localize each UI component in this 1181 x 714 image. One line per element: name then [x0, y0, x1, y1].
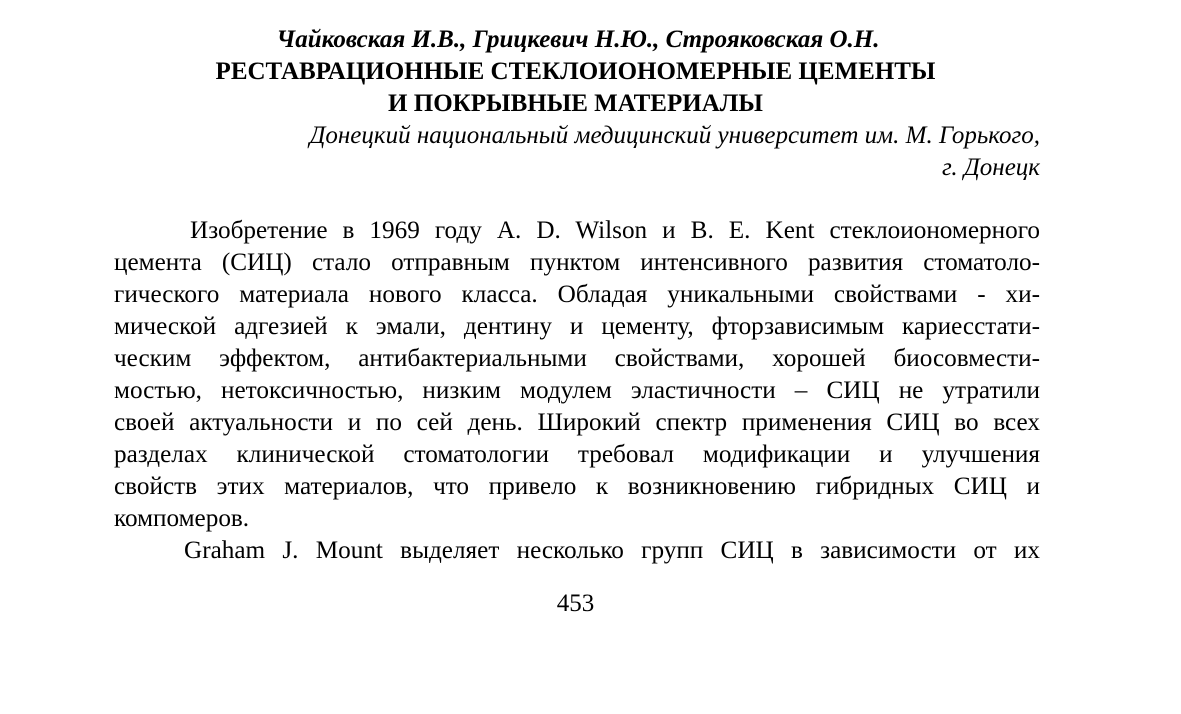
page-number: 453 [556, 590, 595, 617]
text-line: разделах клинической стоматологии требовал модификации и улучшения [114, 441, 1040, 468]
text-line: мостью, нетоксичностью, низким модулем эластичности – СИЦ не утратили [114, 377, 1040, 404]
article-title-line-2: И ПОКРЫВНЫЕ МАТЕРИАЛЫ [388, 90, 763, 117]
text-line: своей актуальности и по сей день. Широкий спектр применения СИЦ во всех [114, 409, 1040, 436]
text-line: цемента (СИЦ) стало отправным пунктом интенсивного развития стоматоло- [114, 249, 1040, 276]
text-line: компомеров. [114, 505, 250, 532]
text-line: Graham J. Mount выделяет несколько групп СИЦ в зависимости от их [184, 537, 1040, 564]
authors-line: Чайковская И.В., Грицкевич Н.Ю., Строяковская О.Н. [276, 26, 880, 53]
text-line: Изобретение в 1969 году A. D. Wilson и B. E. Kent стеклоиономерного [190, 217, 1040, 244]
affiliation-line-1: Донецкий национальный медицинский университет им. М. Горького, [309, 122, 1040, 149]
article-body [114, 215, 1040, 567]
paragraph-1 [114, 215, 1040, 535]
affiliation-line-2: г. Донецк [941, 154, 1040, 181]
text-line: ческим эффектом, антибактериальными свойствами, хорошей биосовмести- [114, 345, 1040, 372]
text-line: мической адгезией к эмали, дентину и цементу, фторзависимым кариесстати- [114, 313, 1040, 340]
paragraph-2 [114, 535, 1040, 567]
text-line: гического материала нового класса. Обладая уникальными свойствами - хи- [114, 281, 1040, 308]
text-line: свойств этих материалов, что привело к возникновению гибридных СИЦ и [114, 473, 1040, 500]
article-title-line-1: РЕСТАВРАЦИОННЫЕ СТЕКЛОИОНОМЕРНЫЕ ЦЕМЕНТЫ [215, 58, 936, 85]
